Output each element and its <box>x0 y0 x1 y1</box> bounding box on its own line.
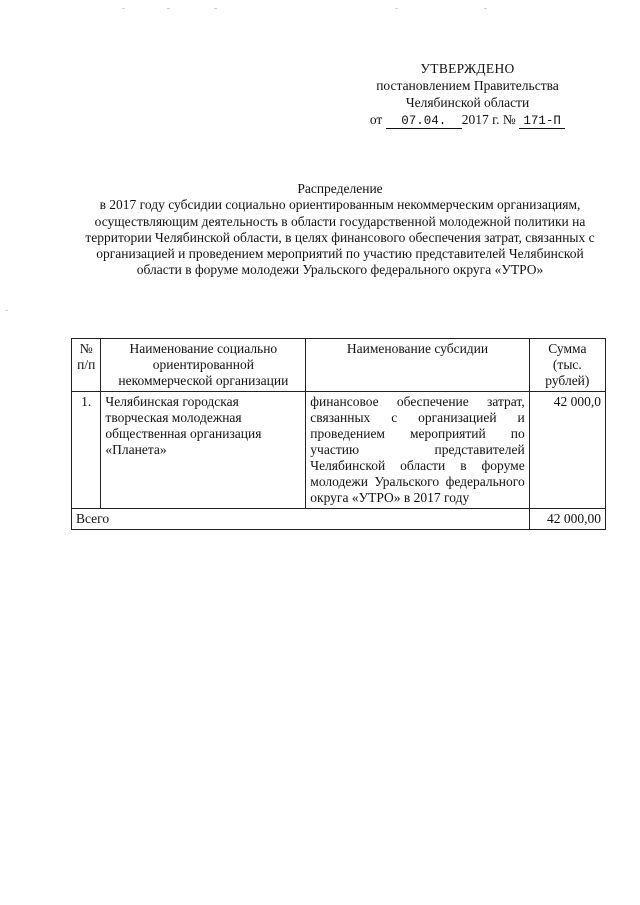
scan-mark <box>395 8 398 9</box>
header-subsidy: Наименование субсидии <box>306 339 529 392</box>
row-subsidy: финансовое обеспечение затрат, связанных с организацией и проведением мероприятий по участию представителей Челябинской области в форуме молодежи Уральского федерального округа «УТРО» в 2017 году <box>306 392 529 509</box>
decree-date: 07.04. <box>386 115 462 129</box>
year-suffix: 2017 г. № <box>461 112 516 127</box>
scan-mark <box>484 8 487 9</box>
approval-block <box>360 60 575 129</box>
table-header-row <box>72 339 606 392</box>
total-row <box>72 509 606 530</box>
approval-stamp: УТВЕРЖДЕНО <box>420 61 515 76</box>
scan-mark <box>122 8 125 9</box>
scan-mark <box>167 8 170 9</box>
header-num: № п/п <box>72 339 101 392</box>
distribution-table <box>71 338 606 530</box>
document-description: в 2017 году субсидии социально ориентированным некоммерческим организациям, осуществляющим деятельность в области государственной молодежной политики на территории Челябинской области, в целях финансового обеспечения затрат, связанных с организацией и проведением мероприятий по участию представителей Челябинской области в форуме молодежи Уральского федерального округа «УТРО» <box>85 197 595 278</box>
scan-mark <box>214 8 217 9</box>
document-heading <box>80 181 600 279</box>
table-row <box>72 392 606 509</box>
decree-line <box>360 111 575 129</box>
decree-number: 171-П <box>519 115 565 129</box>
total-sum: 42 000,00 <box>529 509 605 530</box>
document-title: Распределение <box>297 181 383 196</box>
approval-line-1: постановлением Правительства <box>376 78 559 93</box>
total-label: Всего <box>72 509 530 530</box>
date-prefix: от <box>369 112 383 127</box>
row-num: 1. <box>72 392 101 509</box>
approval-line-2: Челябинской области <box>405 95 530 110</box>
scan-mark <box>5 310 8 311</box>
row-org: Челябинская городская творческая молодежная общественная организация «Планета» <box>101 392 306 509</box>
header-org: Наименование социально ориентированной некоммерческой организации <box>101 339 306 392</box>
row-sum: 42 000,0 <box>529 392 605 509</box>
header-sum: Сумма (тыс. рублей) <box>529 339 605 392</box>
